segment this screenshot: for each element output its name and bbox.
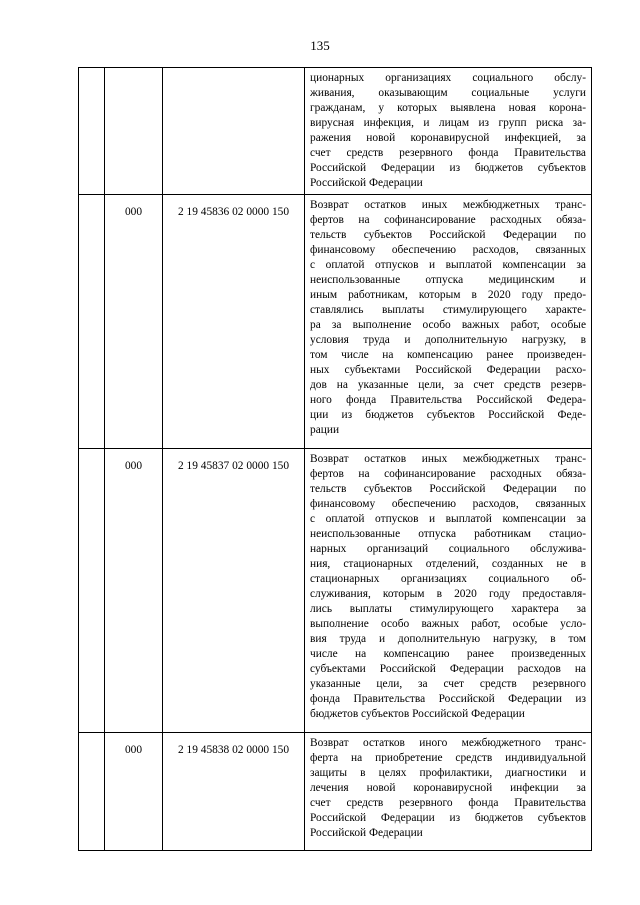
- description-cell: [305, 68, 592, 195]
- description-line: живания, оказывающим социальные услуги: [310, 87, 586, 99]
- table-row: [79, 195, 592, 449]
- blank-cell: [79, 733, 105, 851]
- description-line: условия труда и дополнительную нагрузку, в: [310, 334, 586, 346]
- description-line: Российской Федерации из бюджетов субъектов: [310, 812, 586, 824]
- budget-code-cell: 2 19 45838 02 0000 150: [163, 733, 305, 851]
- description-line: указанные цели, за счет средств резервного: [310, 678, 586, 690]
- description-line: Возврат остатков иного межбюджетного транс-: [310, 737, 586, 749]
- description-line: субъектами Российской Федерации расходов на: [310, 663, 586, 675]
- description-line: фонда Правительства Российской Федерации из: [310, 693, 586, 705]
- description-line: рации: [310, 424, 340, 436]
- description-line: выполнение особо важных работ, особые усло-: [310, 618, 586, 630]
- table-row: [79, 733, 592, 851]
- admin-code-cell: 000: [105, 195, 163, 449]
- description-line: Российской Федерации: [310, 827, 423, 839]
- description-line: счет средств резервного фонда Правительства: [310, 147, 586, 159]
- budget-codes-table: [78, 67, 592, 851]
- blank-cell: [79, 68, 105, 195]
- description-line: ных субъектами Российской Федерации расхо-: [310, 364, 586, 376]
- description-line: ра за выполнение особо важных работ, особые: [310, 319, 586, 331]
- description-cell: [305, 733, 592, 851]
- description-line: финансовому обеспечению расходов, связанных: [310, 244, 586, 256]
- description-line: ния, стационарных отделений, созданных не в: [310, 558, 586, 570]
- description-line: ного фонда Правительства Российской Федера-: [310, 394, 586, 406]
- description-line: гражданам, у которых выявлена новая корона-: [310, 102, 586, 114]
- description-line: служивания, которым в 2020 году предоставля-: [310, 588, 586, 600]
- description-line: защиты в целях профилактики, диагностики и: [310, 767, 586, 779]
- description-line: вия труда и дополнительную нагрузку, в том: [310, 633, 586, 645]
- description-line: том числе на компенсацию ранее произведен-: [310, 349, 586, 361]
- description-line: ции из бюджетов субъектов Российской Феде-: [310, 409, 586, 421]
- description-line: с оплатой отпусков и выплатой компенсации за: [310, 513, 586, 525]
- description-line: ражения новой коронавирусной инфекцией, за: [310, 132, 586, 144]
- description-line: бюджетов субъектов Российской Федерации: [310, 708, 525, 720]
- description-line: числе на компенсацию ранее произведенных: [310, 648, 586, 660]
- admin-code-cell: [105, 68, 163, 195]
- table-row: [79, 68, 592, 195]
- description-line: фертов на софинансирование расходных обяза-: [310, 214, 586, 226]
- description-line: вирусная инфекция, и лицам из групп риска за-: [310, 117, 586, 129]
- description-line: лись выплаты стимулирующего характера за: [310, 603, 586, 615]
- description-line: нарных организаций социального обслужива-: [310, 543, 586, 555]
- description-line: с оплатой отпусков и выплатой компенсации за: [310, 259, 586, 271]
- budget-code-cell: [163, 68, 305, 195]
- description-line: Возврат остатков иных межбюджетных транс-: [310, 199, 586, 211]
- description-line: ферта на приобретение средств индивидуальной: [310, 752, 586, 764]
- description-line: неиспользованные отпуска медицинским и: [310, 274, 586, 286]
- description-cell: [305, 195, 592, 449]
- description-line: Российской Федерации из бюджетов субъектов: [310, 162, 586, 174]
- page-number: 135: [310, 38, 330, 53]
- description-line: неиспользованные отпуска работникам стацио-: [310, 528, 586, 540]
- description-line: дов на указанные цели, за счет средств резерв-: [310, 379, 586, 391]
- description-line: финансовому обеспечению расходов, связанных: [310, 498, 586, 510]
- budget-code-cell: 2 19 45837 02 0000 150: [163, 449, 305, 733]
- description-line: иным работникам, которым в 2020 году предо-: [310, 289, 586, 301]
- blank-cell: [79, 195, 105, 449]
- table-row: [79, 449, 592, 733]
- description-cell: [305, 449, 592, 733]
- description-line: счет средств резервного фонда Правительства: [310, 797, 586, 809]
- description-line: фертов на софинансирование расходных обяза-: [310, 468, 586, 480]
- description-line: Возврат остатков иных межбюджетных транс-: [310, 453, 586, 465]
- description-line: ционарных организациях социального обслу-: [310, 72, 586, 84]
- admin-code-cell: 000: [105, 733, 163, 851]
- description-line: стационарных организациях социального об-: [310, 573, 586, 585]
- description-line: ставлялись выплаты стимулирующего характе-: [310, 304, 586, 316]
- description-line: тельств субъектов Российской Федерации по: [310, 229, 586, 241]
- budget-code-cell: 2 19 45836 02 0000 150: [163, 195, 305, 449]
- admin-code-cell: 000: [105, 449, 163, 733]
- description-line: Российской Федерации: [310, 177, 423, 189]
- blank-cell: [79, 449, 105, 733]
- description-line: тельств субъектов Российской Федерации по: [310, 483, 586, 495]
- description-line: лечения новой коронавирусной инфекции за: [310, 782, 586, 794]
